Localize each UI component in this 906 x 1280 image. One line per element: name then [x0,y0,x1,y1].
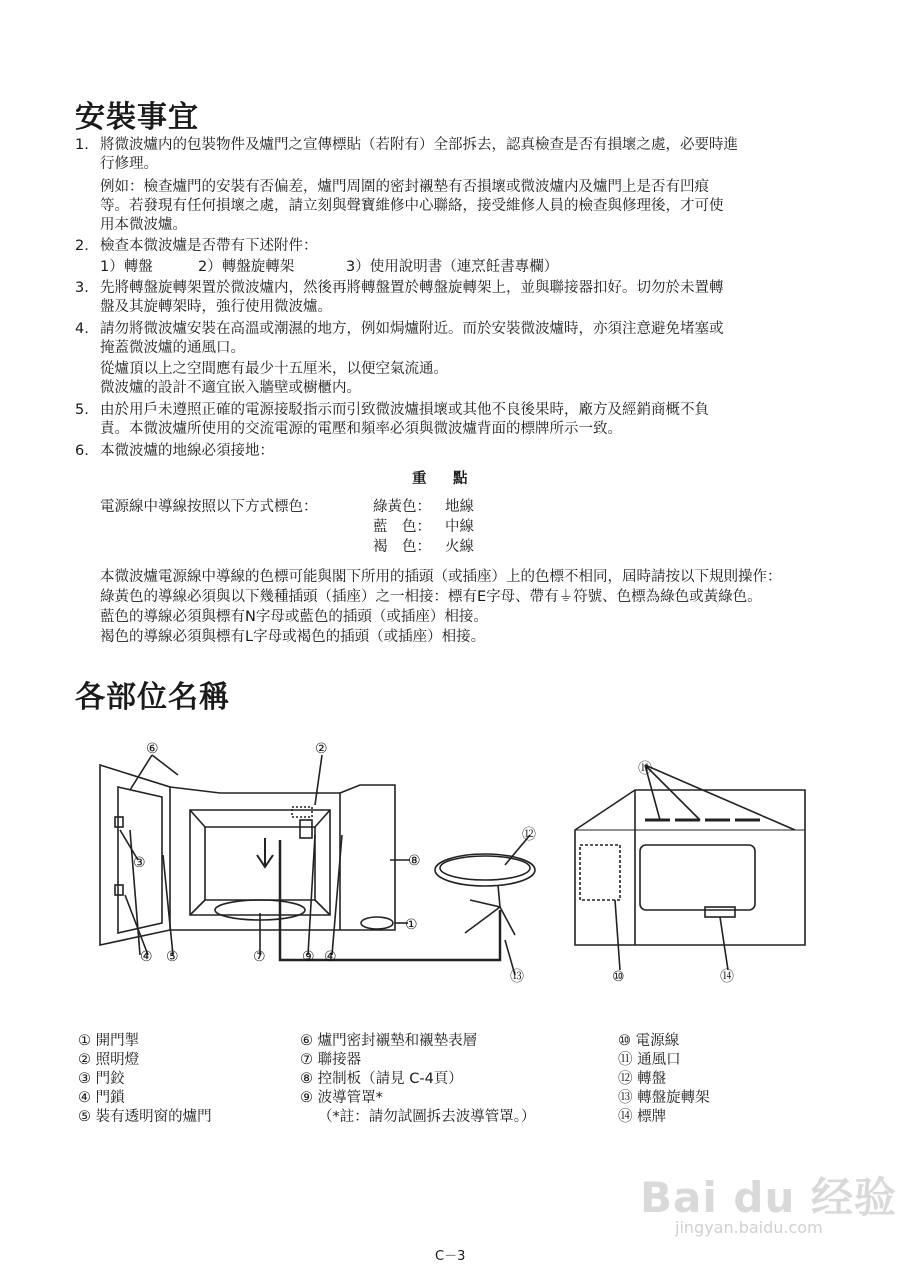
accessory-2: 2）轉盤旋轉架 [198,259,295,275]
callout: ① [405,917,418,933]
watermark-brand: Bai du 经验 [640,1173,897,1222]
item-text: 例如：檢查爐門的安裝有否偏差，爐門周圍的密封襯墊有否損壞或微波爐内及爐門上是否有凹痕 [100,179,709,195]
callout: ⑪ [638,761,652,777]
item-text: 從爐頂以上之空間應有最少十五厘米，以便空氣流通。 [100,361,448,377]
part-item: ⑭ 標牌 [618,1109,667,1125]
callout: ② [315,741,328,757]
oven-back [575,790,805,945]
part-item: ⑥ 爐門密封襯墊和襯墊表層 [300,1033,478,1049]
part-item: ⑧ 控制板（請見 C-4頁） [300,1071,463,1087]
callout: ④ [324,949,337,965]
control-panel [340,785,395,930]
watermark-url: jingyan.baidu.com [675,1218,823,1237]
microwave-parts-diagram [60,735,850,1000]
accessory-1: 1）轉盤 [100,259,153,275]
wire-color-intro: 電源線中導線按照以下方式標色： [100,499,318,515]
parts-col-2 [300,1032,536,1127]
item-text: 微波爐的設計不適宜嵌入牆壁或櫥櫃内。 [100,380,361,396]
door-button [361,917,393,929]
callout: ⑦ [253,949,266,965]
accessory-3: 3）使用說明書（連烹飪書專欄） [346,259,559,275]
note-text: 藍色的導線必須與標有N字母或藍色的插頭（或插座）相接。 [100,609,488,625]
callout: ⑤ [166,949,179,965]
item-text: 盤及其旋轉架時，強行使用微波爐。 [100,299,332,315]
part-item: ② 照明燈 [78,1052,140,1068]
door-hinge [115,817,123,827]
callout: ⑩ [612,969,625,985]
part-item-note: （*註：請勿試圖拆去波導管罩。） [318,1109,536,1125]
item-text: 責。本微波爐所使用的交流電源的電壓和頻率必須與微波爐背面的標牌所示一致。 [100,421,622,437]
callout: ④ [140,949,153,965]
callout: ⑫ [522,827,536,843]
part-item: ⑤ 裝有透明窗的爐門 [78,1109,212,1125]
item-text: 行修理。 [100,156,158,172]
section-title-parts: 各部位名稱 [75,680,230,715]
callout: ⑥ [146,741,159,757]
part-item: ⑬ 轉盤旋轉架 [618,1090,710,1106]
item-number: 2. [75,238,89,254]
callout: ⑭ [720,969,734,985]
part-item: ③ 門鉸 [78,1071,125,1087]
wire-name: 地線 [445,499,474,515]
item-text: 本微波爐的地線必須接地： [100,443,274,459]
wire-name: 火線 [445,539,474,555]
part-item: ⑪ 通風口 [618,1052,681,1068]
diagram-callouts [133,741,734,985]
rating-plate [705,907,735,917]
part-item: ① 開門掣 [78,1033,140,1049]
item-text: 檢查本微波爐是否帶有下述附件： [100,238,318,254]
wire-color: 褐 色： [373,539,431,555]
part-item: ④ 門鎖 [78,1090,125,1106]
page-number: C－3 [435,1249,466,1264]
note-text: 綠黃色的導線必須與以下幾種插頭（插座）之一相接：標有E字母、帶有⏚符號、色標為綠色或黃綠色。 [100,589,762,605]
item-text: 由於用戶未遵照正確的電源接駁指示而引致微波爐損壞或其他不良後果時，廠方及經銷商概不負 [100,402,709,418]
wire-name: 中線 [445,519,474,535]
item-text: 等。若發現有任何損壞之處，請立刻與聲寶維修中心聯絡，接受維修人員的檢查與修理後，才可使 [100,198,724,214]
callout: ⑨ [302,949,315,965]
wire-color: 綠黃色： [373,499,431,515]
part-item: ⑩ 電源線 [618,1033,680,1049]
note-text: 褐色的導線必須與標有L字母或褐色的插頭（或插座）相接。 [100,629,486,645]
item-number: 5. [75,402,89,418]
vent-grille [580,845,620,900]
callout: ⑬ [510,969,524,985]
parts-col-3 [618,1032,710,1127]
part-item: ⑫ 轉盤 [618,1071,667,1087]
item-text: 先將轉盤旋轉架置於微波爐内，然後再將轉盤置於轉盤旋轉架上，並與聯接器扣好。切勿於未置轉 [100,280,724,296]
item-number: 1. [75,137,89,153]
back-panel [640,845,755,910]
wire-color: 藍 色： [373,519,431,535]
turntable-plate [435,854,535,886]
section-title-install: 安裝事宜 [75,100,199,135]
part-item: ⑦ 聯接器 [300,1052,362,1068]
roller-ring [465,885,515,935]
item-number: 6. [75,443,89,459]
item-text: 用本微波爐。 [100,217,187,233]
callout: ③ [133,855,146,871]
item-number: 4. [75,321,89,337]
item-text: 請勿將微波爐安裝在高溫或潮濕的地方，例如焗爐附近。而於安裝微波爐時，亦須注意避免堵塞或 [100,321,724,337]
item-text: 掩蓋微波爐的通風口。 [100,340,245,356]
item-text: 將微波爐内的包裝物件及爐門之宣傳標貼（若附有）全部拆去，認真檢查是否有損壞之處，必要時進 [100,137,738,153]
important-title: 重 點 [412,471,474,487]
part-item: ⑨ 波導管罩* [300,1090,383,1106]
callout: ⑧ [408,853,421,869]
note-text: 本微波爐電源線中導線的色標可能與閣下所用的插頭（或插座）上的色標不相同，屆時請按以下規則操作： [100,569,782,585]
door-hinge [115,885,123,895]
parts-col-1 [78,1032,212,1127]
item-number: 3. [75,280,89,296]
